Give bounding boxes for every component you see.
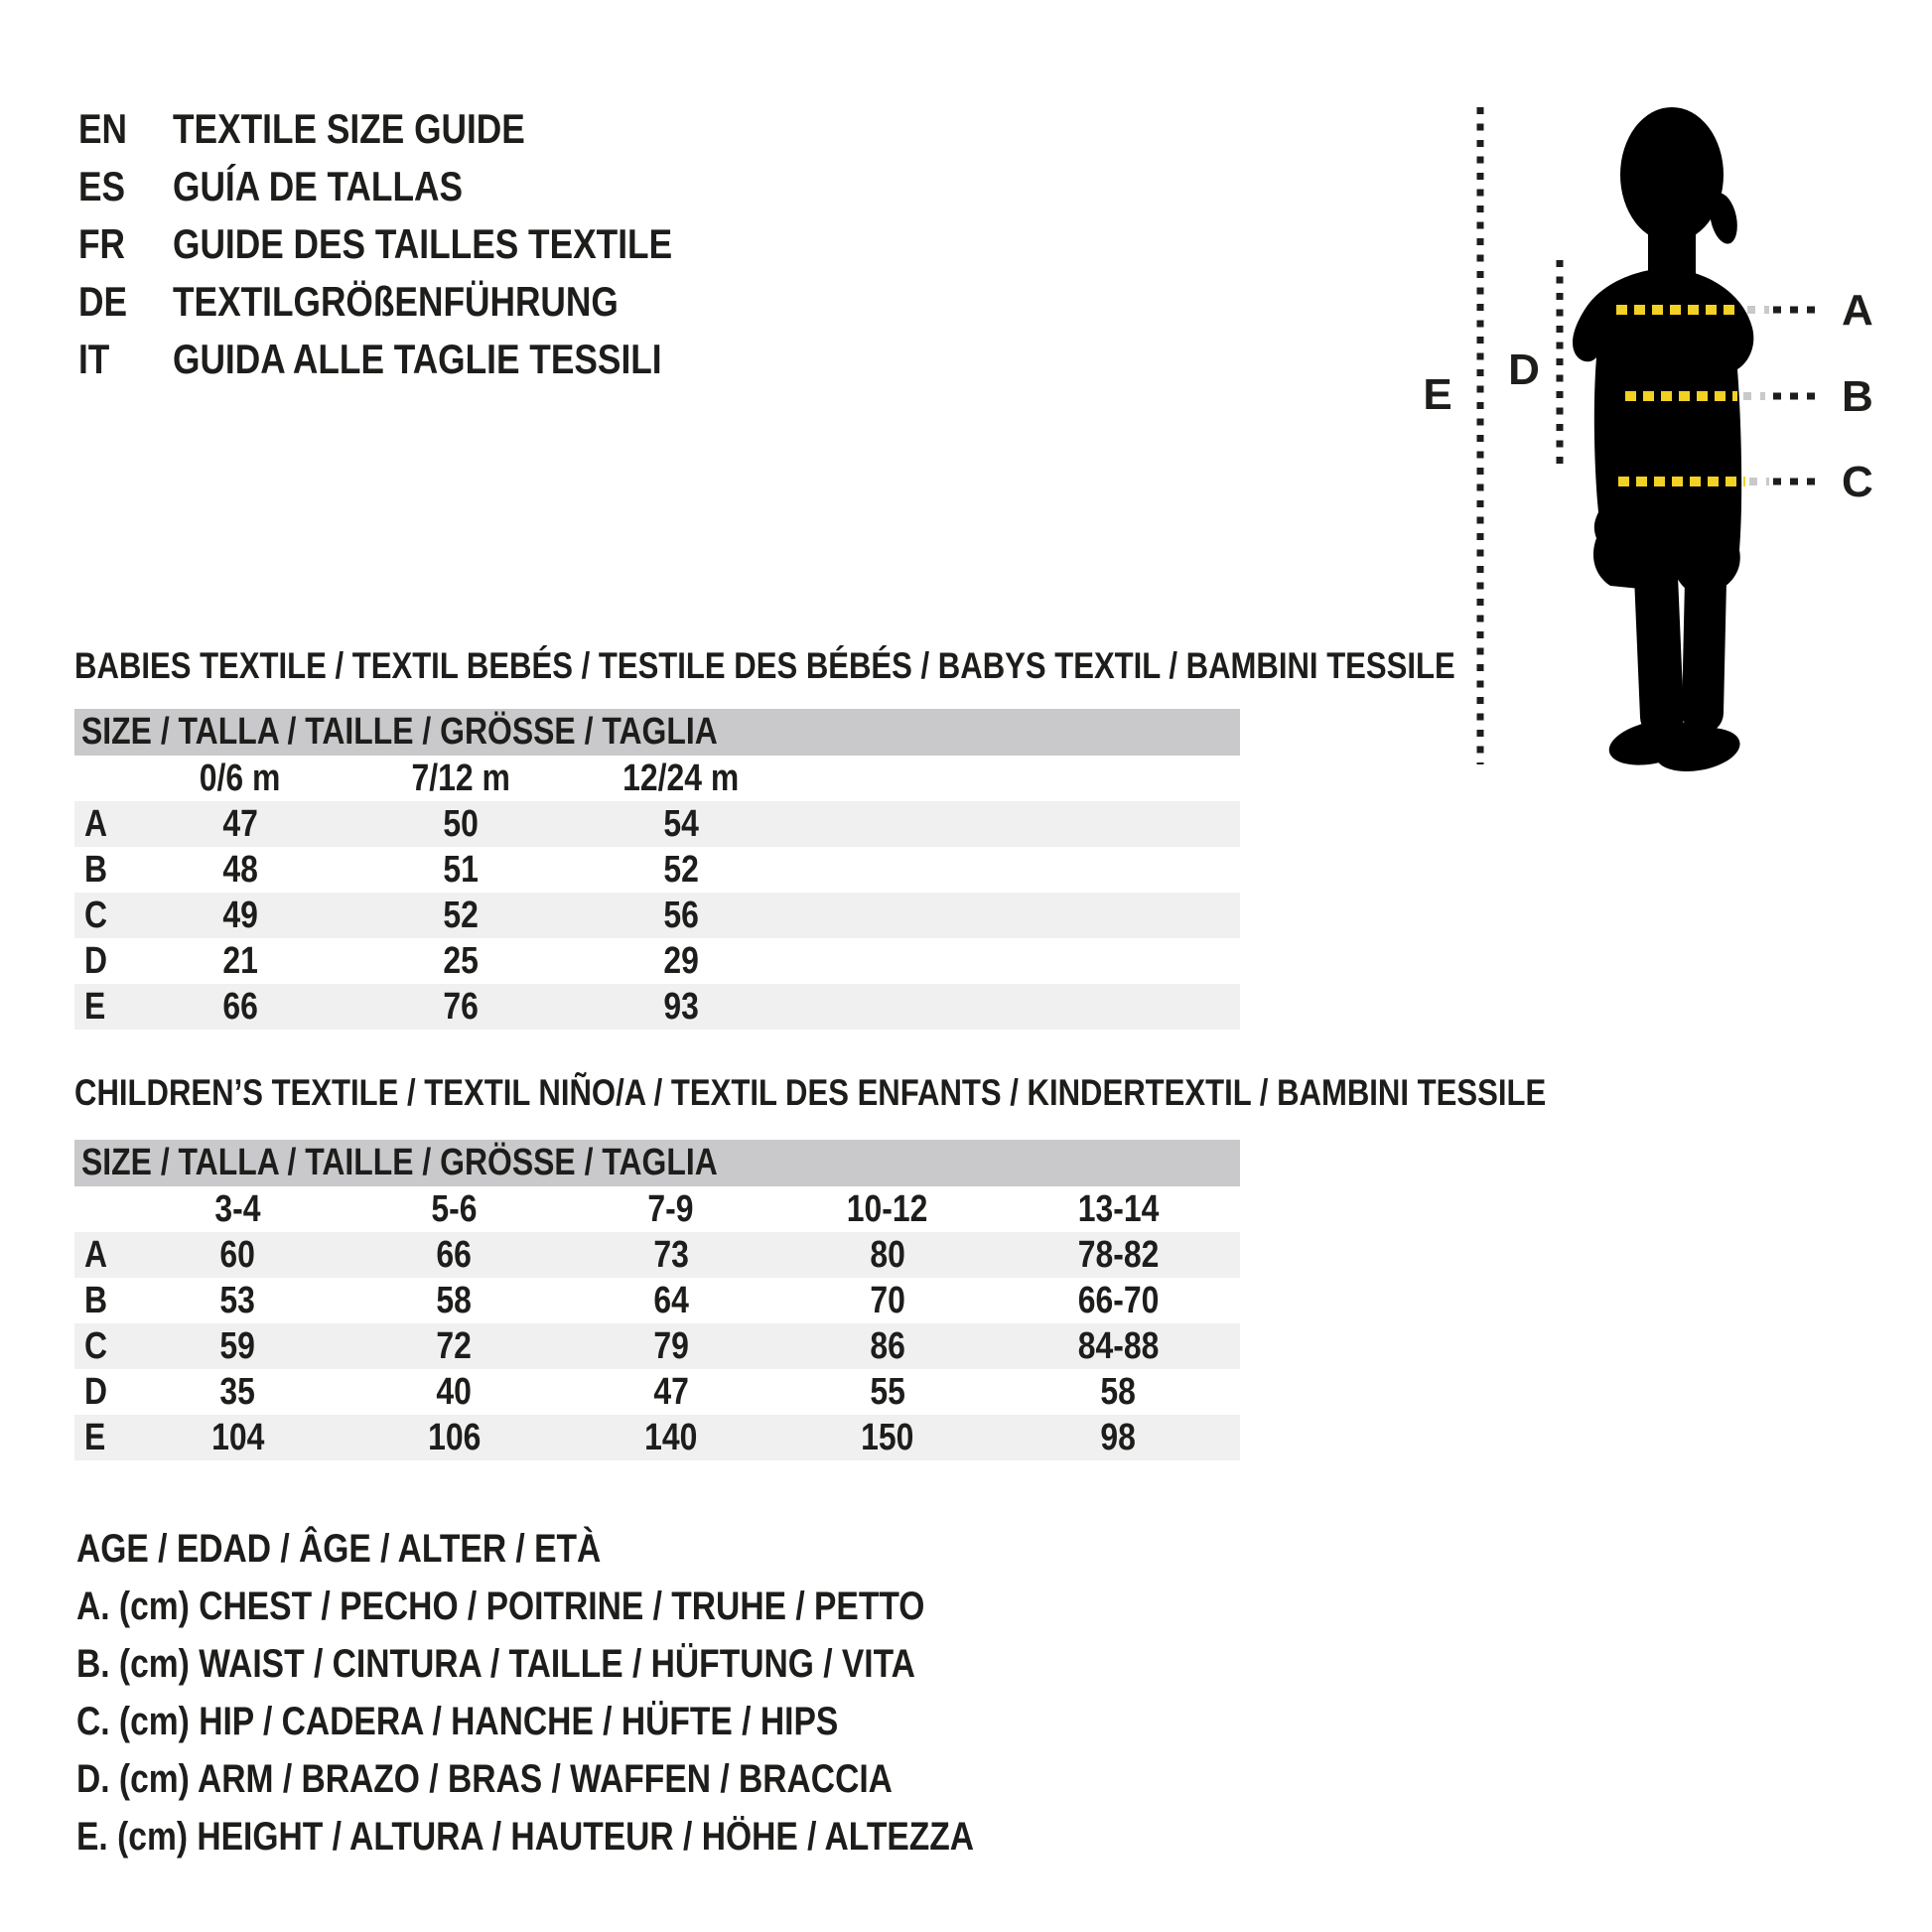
table-row [74,893,1240,938]
row-label: A [84,802,108,845]
language-code: DE [78,278,128,325]
language-row [78,215,767,273]
cell-value: 47 [653,1370,689,1413]
cell-value: 55 [870,1370,905,1413]
diagram-label-c: C [1842,458,1873,506]
cell-value: 35 [219,1370,256,1413]
column-header: 5-6 [431,1187,478,1230]
cell-value: 56 [663,894,699,936]
cell-value: 98 [1100,1416,1136,1458]
language-code: FR [78,220,126,267]
table-row [74,984,1240,1030]
cell-value: 106 [427,1416,482,1458]
cell-value: 47 [222,802,258,845]
table-row [74,1323,1240,1369]
cell-value: 140 [644,1416,698,1458]
diagram-label-b: B [1842,372,1873,421]
column-header: 13-14 [1077,1187,1159,1230]
diagram-label-a: A [1842,286,1873,335]
cell-value: 58 [436,1279,473,1321]
column-header: 3-4 [214,1187,261,1230]
cell-value: 66 [436,1233,473,1276]
cell-value: 86 [870,1324,905,1367]
legend-line: D. (cm) ARM / BRAZO / BRAS / WAFFEN / BRACCIA [76,1756,893,1801]
cell-value: 73 [653,1233,689,1276]
row-label: E [84,1416,106,1458]
row-label: D [84,1370,108,1413]
cell-value: 79 [653,1324,689,1367]
row-label: C [84,894,108,936]
babies-size-table [74,709,1240,1030]
legend-line: B. (cm) WAIST / CINTURA / TAILLE / HÜFTUNG / VITA [76,1641,915,1686]
table-column-headers [74,756,1240,801]
language-row [78,331,767,388]
children-section-title: CHILDREN’S TEXTILE / TEXTIL NIÑO/A / TEXTIL DES ENFANTS / KINDERTEXTIL / BAMBINI TESSILE [74,1072,1547,1113]
cell-value: 76 [443,985,479,1028]
measurement-legend [76,1520,1145,1865]
column-header: 7-9 [647,1187,694,1230]
cell-value: 93 [663,985,699,1028]
legend-line: A. (cm) CHEST / PECHO / POITRINE / TRUHE / PETTO [76,1584,925,1628]
cell-value: 50 [443,802,479,845]
cell-value: 29 [663,939,699,982]
legend-line: E. (cm) HEIGHT / ALTURA / HAUTEUR / HÖHE / ALTEZZA [76,1814,975,1859]
cell-value: 52 [663,848,699,891]
language-title: GUIDA ALLE TAGLIE TESSILI [173,336,662,382]
language-list [78,100,767,388]
cell-value: 52 [443,894,479,936]
row-label: B [84,848,108,891]
table-row [74,1415,1240,1460]
language-code: EN [78,105,128,152]
cell-value: 64 [653,1279,689,1321]
table-row [74,1278,1240,1323]
children-size-table [74,1140,1240,1460]
cell-value: 72 [436,1324,473,1367]
table-row [74,847,1240,893]
cell-value: 49 [222,894,258,936]
row-label: D [84,939,108,982]
cell-value: 25 [443,939,479,982]
diagram-label-e: E [1423,370,1452,419]
language-title: TEXTILGRÖßENFÜHRUNG [173,278,619,325]
language-title: GUÍA DE TALLAS [173,163,464,209]
cell-value: 70 [870,1279,905,1321]
cell-value: 54 [663,802,699,845]
language-code: ES [78,163,126,209]
size-header-bar: SIZE / TALLA / TAILLE / GRÖSSE / TAGLIA [74,1140,1240,1186]
row-label: B [84,1279,108,1321]
row-label: E [84,985,106,1028]
column-header: 7/12 m [411,757,510,799]
babies-section-title: BABIES TEXTILE / TEXTIL BEBÉS / TESTILE DES BÉBÉS / BABYS TEXTIL / BAMBINI TESSILE [74,645,1455,686]
language-row [78,100,767,158]
legend-line: AGE / EDAD / ÂGE / ALTER / ETÀ [76,1526,602,1571]
cell-value: 21 [222,939,258,982]
cell-value: 78-82 [1077,1233,1159,1276]
cell-value: 66 [222,985,258,1028]
table-row [74,1369,1240,1415]
table-row [74,1232,1240,1278]
language-row [78,158,767,215]
size-header-bar: SIZE / TALLA / TAILLE / GRÖSSE / TAGLIA [74,709,1240,756]
column-header: 10-12 [847,1187,928,1230]
cell-value: 59 [219,1324,256,1367]
cell-value: 48 [222,848,258,891]
cell-value: 60 [219,1233,256,1276]
row-label: C [84,1324,108,1367]
cell-value: 104 [210,1416,264,1458]
table-column-headers [74,1186,1240,1232]
cell-value: 150 [861,1416,914,1458]
cell-value: 80 [870,1233,905,1276]
cell-value: 53 [219,1279,256,1321]
diagram-label-d: D [1508,345,1540,394]
cell-value: 58 [1100,1370,1136,1413]
cell-value: 84-88 [1077,1324,1159,1367]
legend-line: C. (cm) HIP / CADERA / HANCHE / HÜFTE / HIPS [76,1699,839,1743]
column-header: 0/6 m [200,757,281,799]
table-row [74,801,1240,847]
cell-value: 66-70 [1077,1279,1159,1321]
cell-value: 51 [443,848,479,891]
row-label: A [84,1233,108,1276]
column-header: 12/24 m [622,757,740,799]
table-row [74,938,1240,984]
language-code: IT [78,336,110,382]
language-title: GUIDE DES TAILLES TEXTILE [173,220,673,267]
language-row [78,273,767,331]
cell-value: 40 [436,1370,473,1413]
language-title: TEXTILE SIZE GUIDE [173,105,525,152]
